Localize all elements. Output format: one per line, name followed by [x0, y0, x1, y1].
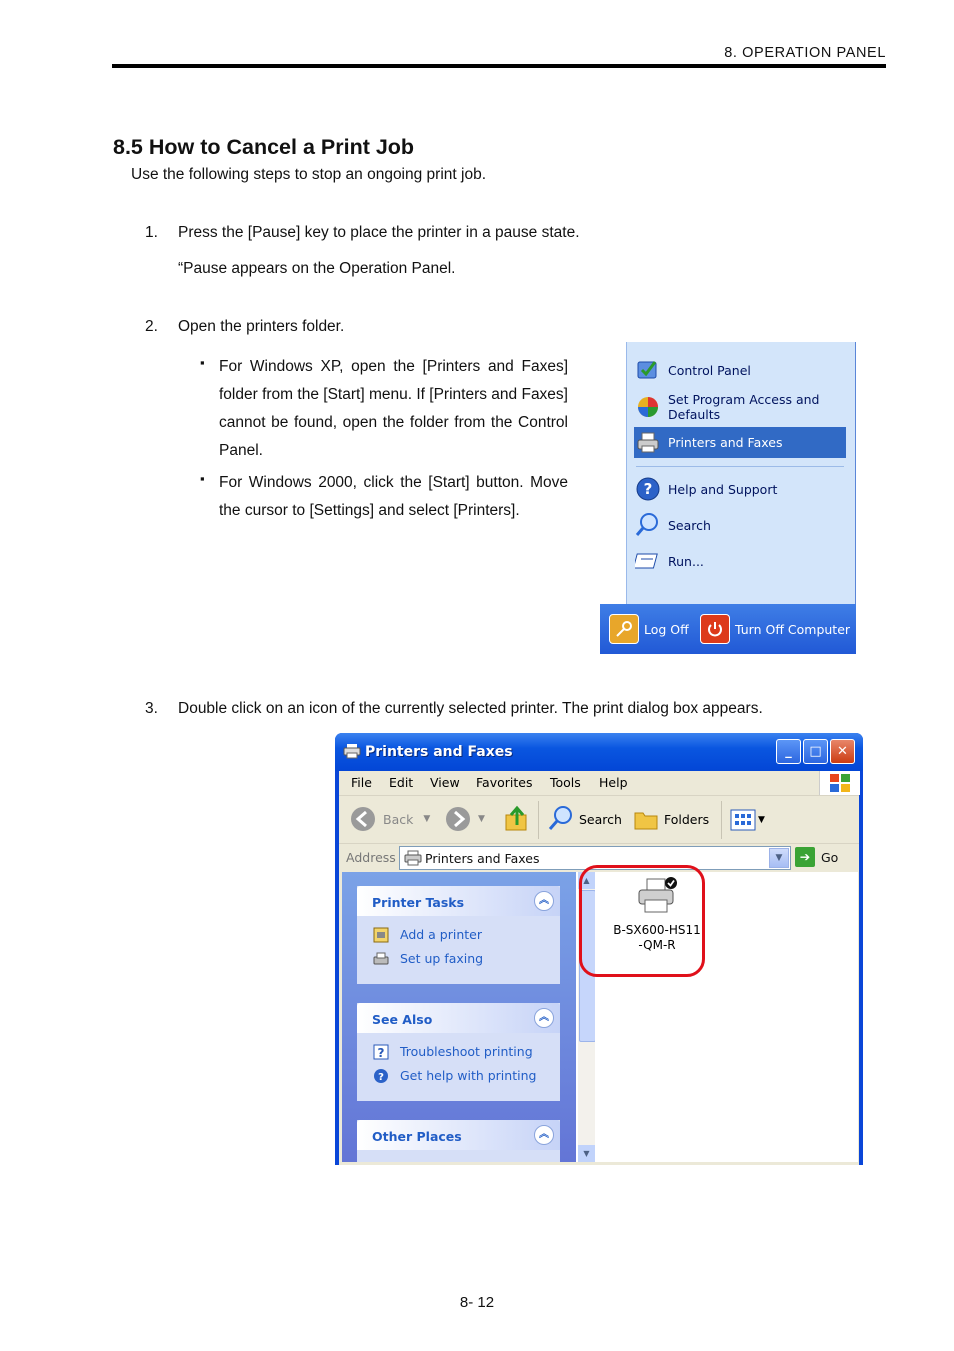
log-off-label: Log Off: [644, 621, 689, 637]
toolbar: [339, 797, 859, 844]
up-folder-button[interactable]: [503, 805, 531, 836]
key-icon: [609, 614, 639, 644]
turn-off-label: Turn Off Computer: [735, 621, 851, 637]
step-text: Open the printers folder.: [178, 318, 345, 335]
folder-icon: [632, 805, 660, 833]
start-menu-screenshot: [600, 342, 856, 654]
bullet-marker: ▪: [200, 471, 205, 486]
header-rule: [112, 64, 886, 68]
panel-title: Other Places: [372, 1129, 462, 1144]
forward-button[interactable]: [444, 805, 485, 833]
chevron-down-icon: ▼: [775, 853, 783, 863]
run-icon: [634, 548, 662, 574]
bullet-text: For Windows 2000, click the [Start] button. Move the cursor to [Settings] and select [Printers].: [219, 474, 568, 519]
task-link-add-printer[interactable]: [357, 924, 560, 948]
window-titlebar: [335, 733, 863, 771]
bullet-marker: ▪: [200, 355, 205, 370]
section-intro: Use the following steps to stop an ongoing print job.: [131, 166, 487, 183]
printer-icon: [634, 430, 662, 456]
up-folder-icon: [503, 805, 531, 833]
step-text: Press the [Pause] key to place the printer in a pause state.: [178, 224, 580, 241]
fax-icon: [373, 951, 389, 967]
control-panel-icon: [634, 357, 662, 383]
menu-help[interactable]: Help: [599, 775, 628, 790]
chevron-down-icon: ▼: [423, 814, 431, 824]
menu-favorites[interactable]: Favorites: [476, 775, 533, 790]
step-number: 1.: [145, 224, 158, 241]
panel-header[interactable]: [357, 886, 560, 916]
running-header: 8. OPERATION PANEL: [724, 45, 886, 61]
highlight-circle: [579, 865, 705, 977]
panel-title: Printer Tasks: [372, 895, 465, 910]
panel-header[interactable]: [357, 1003, 560, 1033]
troubleshoot-icon: [373, 1044, 389, 1060]
menu-edit[interactable]: Edit: [389, 775, 414, 790]
menu-tools[interactable]: Tools: [550, 775, 581, 790]
views-button[interactable]: [730, 809, 765, 831]
step-number: 2.: [145, 318, 158, 335]
collapse-icon[interactable]: ︽: [534, 1125, 554, 1145]
task-link-label: Set up faxing: [400, 951, 484, 966]
menu-item-label: Run...: [668, 553, 704, 569]
help-icon: [373, 1068, 389, 1084]
back-button[interactable]: [349, 805, 430, 833]
scroll-up-icon[interactable]: ▲: [578, 872, 595, 889]
section-title: 8.5 How to Cancel a Print Job: [113, 135, 415, 159]
menu-item-run[interactable]: [634, 547, 846, 575]
start-menu-left-pane: [600, 342, 626, 604]
printer-folder-icon: [404, 850, 422, 866]
step-1-note: “Pause appears on the Operation Panel.: [178, 260, 456, 277]
menu-item-printers-faxes[interactable]: [634, 427, 846, 458]
folders-label: Folders: [664, 811, 710, 827]
step-1: [145, 224, 580, 242]
bullet-item: [200, 353, 568, 465]
close-icon: ✕: [837, 744, 848, 759]
step-number: 3.: [145, 700, 158, 717]
window-title: Printers and Faxes: [365, 744, 513, 760]
printer-tasks-panel: [357, 886, 560, 984]
search-button[interactable]: [547, 805, 622, 833]
views-icon: [730, 809, 756, 831]
panel-title: See Also: [372, 1012, 433, 1027]
task-link-label: Add a printer: [400, 927, 483, 942]
power-icon: [700, 614, 730, 644]
log-off-button[interactable]: [609, 614, 689, 644]
task-link-label: Troubleshoot printing: [400, 1044, 533, 1059]
close-button[interactable]: [830, 739, 855, 764]
panel-header[interactable]: [357, 1120, 560, 1150]
step-2: [145, 318, 344, 336]
address-dropdown-button[interactable]: [769, 848, 789, 868]
go-button[interactable]: [795, 847, 838, 867]
other-places-panel: [357, 1120, 560, 1162]
toolbar-separator: [721, 801, 722, 839]
program-access-icon: [634, 394, 662, 420]
task-link-label: Get help with printing: [400, 1068, 537, 1083]
svg-text:?: ?: [378, 1072, 384, 1083]
collapse-icon[interactable]: ︽: [534, 1008, 554, 1028]
step-3: [145, 700, 763, 718]
go-arrow-icon: ➔: [795, 847, 815, 867]
add-printer-icon: [373, 927, 389, 943]
search-label: Search: [579, 811, 622, 827]
menu-item-control-panel[interactable]: [634, 356, 846, 384]
task-link-setup-faxing[interactable]: [357, 948, 560, 972]
scroll-down-icon[interactable]: ▼: [578, 1145, 595, 1162]
chevron-down-icon: ▼: [758, 815, 765, 825]
menu-item-label: Printers and Faxes: [668, 435, 783, 450]
printer-folder-icon: [343, 743, 361, 759]
minimize-icon: _: [785, 744, 792, 759]
toolbar-separator: [538, 801, 539, 839]
menu-item-label: Set Program Access and Defaults: [668, 392, 820, 422]
bullet-text: For Windows XP, open the [Printers and Faxes] folder from the [Start] menu. If [Printers and Faxes] cannot be found, open the folder from the Control Panel.: [219, 358, 568, 459]
maximize-button[interactable]: [803, 739, 828, 764]
address-value: Printers and Faxes: [425, 851, 540, 866]
back-arrow-icon: [349, 805, 377, 833]
help-icon: [634, 476, 662, 502]
menu-view[interactable]: View: [430, 775, 460, 790]
task-link-troubleshoot[interactable]: [357, 1041, 560, 1065]
collapse-icon[interactable]: ︽: [534, 891, 554, 911]
menu-item-help-support[interactable]: [634, 474, 846, 504]
page-number: 8- 12: [459, 1294, 495, 1311]
windows-logo-icon: [819, 771, 860, 795]
menu-separator: [636, 466, 844, 467]
back-label: Back: [383, 811, 414, 827]
go-label: Go: [821, 849, 839, 865]
step-2-bullets: [200, 353, 568, 529]
chevron-down-icon: ▼: [478, 814, 485, 824]
menu-file[interactable]: File: [351, 775, 372, 790]
folders-button[interactable]: [632, 805, 709, 833]
address-label: Address: [346, 850, 396, 865]
printer-name: B-SX600-HS11 -QM-R: [613, 923, 701, 952]
forward-arrow-icon: [444, 805, 472, 833]
svg-text:?: ?: [643, 480, 653, 498]
search-icon: [547, 805, 575, 833]
menu-item-label: Search: [668, 517, 711, 533]
menu-item-program-access[interactable]: [634, 390, 846, 424]
task-link-get-help[interactable]: [357, 1065, 560, 1089]
menu-bar: [339, 771, 859, 796]
step-text: Double click on an icon of the currently selected printer. The print dialog box appears.: [178, 700, 763, 717]
menu-item-label: Control Panel: [668, 362, 751, 378]
menu-item-search[interactable]: [634, 510, 846, 540]
search-icon: [634, 512, 662, 538]
turn-off-button[interactable]: [700, 614, 850, 644]
maximize-icon: □: [809, 744, 822, 759]
task-pane: [342, 872, 576, 1162]
start-menu-footer: [600, 604, 856, 654]
bullet-item: [200, 469, 568, 525]
minimize-button[interactable]: [776, 739, 801, 764]
menu-item-label: Help and Support: [668, 481, 778, 497]
svg-text:?: ?: [377, 1046, 385, 1060]
see-also-panel: [357, 1003, 560, 1101]
